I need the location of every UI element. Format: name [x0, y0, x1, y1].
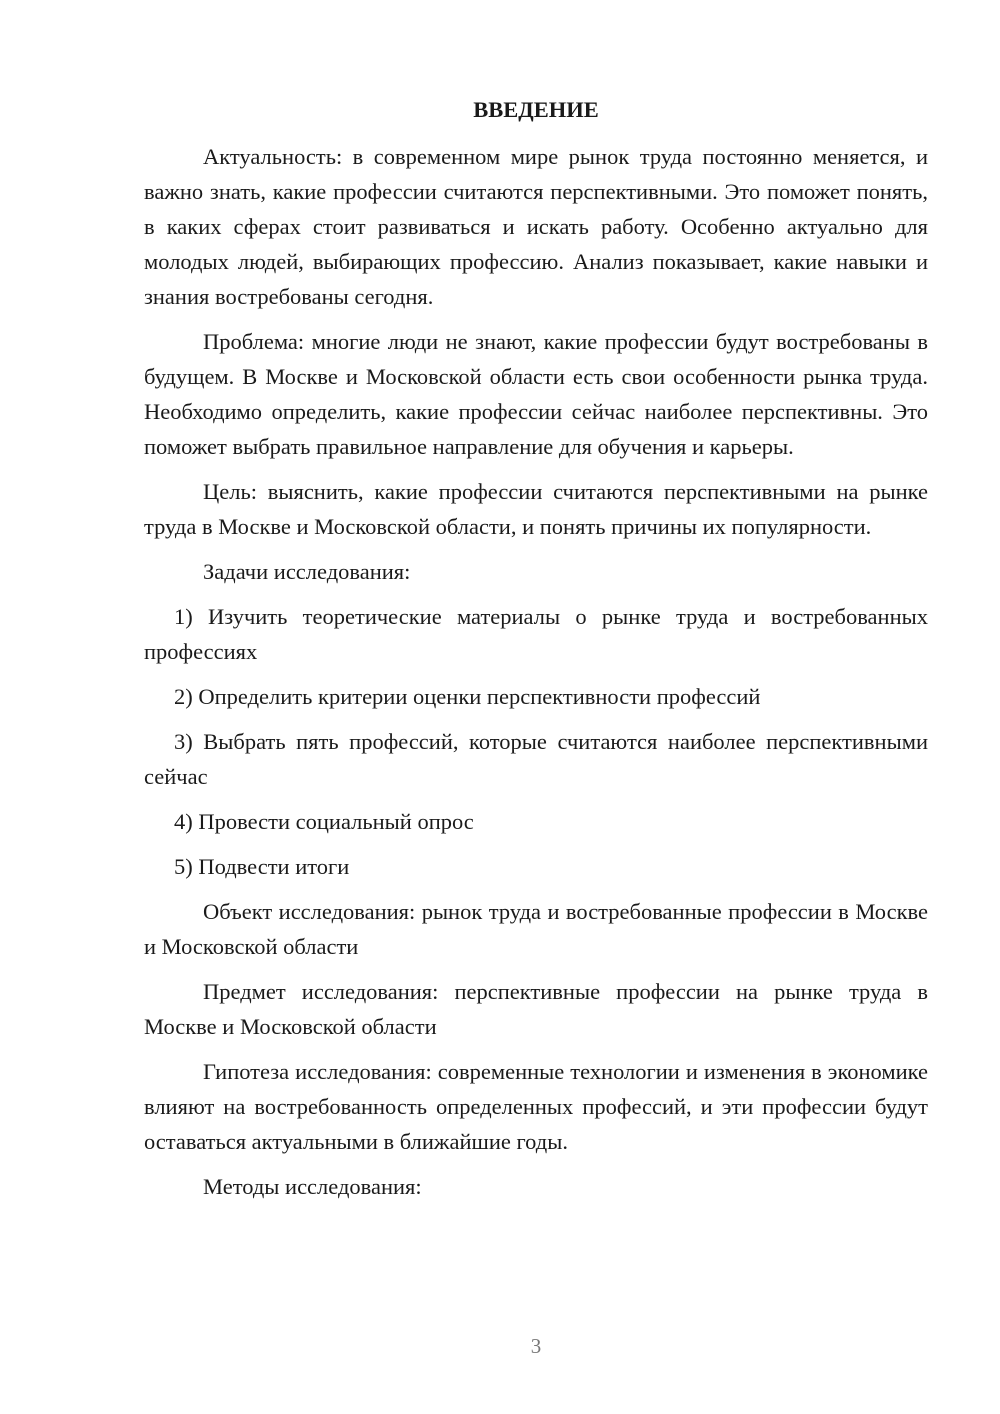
- page-number: 3: [530, 1334, 542, 1358]
- paragraph-goal: Цель: выяснить, какие профессии считаются перспективными на рынке труда в Москве и Московской области, и понять причины их популярности.: [144, 479, 928, 539]
- task-item: 2) Определить критерии оценки перспективности профессий: [174, 684, 761, 709]
- paragraph-problem: Проблема: многие люди не знают, какие профессии будут востребованы в будущем. В Москве и Московской области есть свои особенности рынка труда. Необходимо определить, какие профессии сейчас наиболее перспективны. Это поможет выбрать правильное направление для обучения и карьеры.: [144, 329, 928, 459]
- paragraph-subject: Предмет исследования: перспективные профессии на рынке труда в Москве и Московской области: [144, 979, 928, 1039]
- document-page: [144, 92, 928, 1214]
- task-item: 1) Изучить теоретические материалы о рынке труда и востребованных профессиях: [144, 604, 928, 664]
- methods-heading: Методы исследования:: [203, 1174, 422, 1199]
- paragraph-hypothesis: Гипотеза исследования: современные технологии и изменения в экономике влияют на востребованность определенных профессий, и эти профессии будут оставаться актуальными в ближайшие годы.: [144, 1059, 928, 1154]
- task-item: 3) Выбрать пять профессий, которые считаются наиболее перспективными сейчас: [144, 729, 928, 789]
- section-heading: ВВЕДЕНИЕ: [473, 97, 599, 122]
- task-item: 4) Провести социальный опрос: [174, 809, 474, 834]
- task-item: 5) Подвести итоги: [174, 854, 350, 879]
- paragraph-relevance: Актуальность: в современном мире рынок труда постоянно меняется, и важно знать, какие профессии считаются перспективными. Это поможет понять, в каких сферах стоит развиваться и искать работу. Особенно актуально для молодых людей, выбирающих профессию. Анализ показывает, какие навыки и знания востребованы сегодня.: [144, 144, 928, 309]
- paragraph-object: Объект исследования: рынок труда и востребованные профессии в Москве и Московской области: [144, 899, 928, 959]
- tasks-heading: Задачи исследования:: [203, 559, 411, 584]
